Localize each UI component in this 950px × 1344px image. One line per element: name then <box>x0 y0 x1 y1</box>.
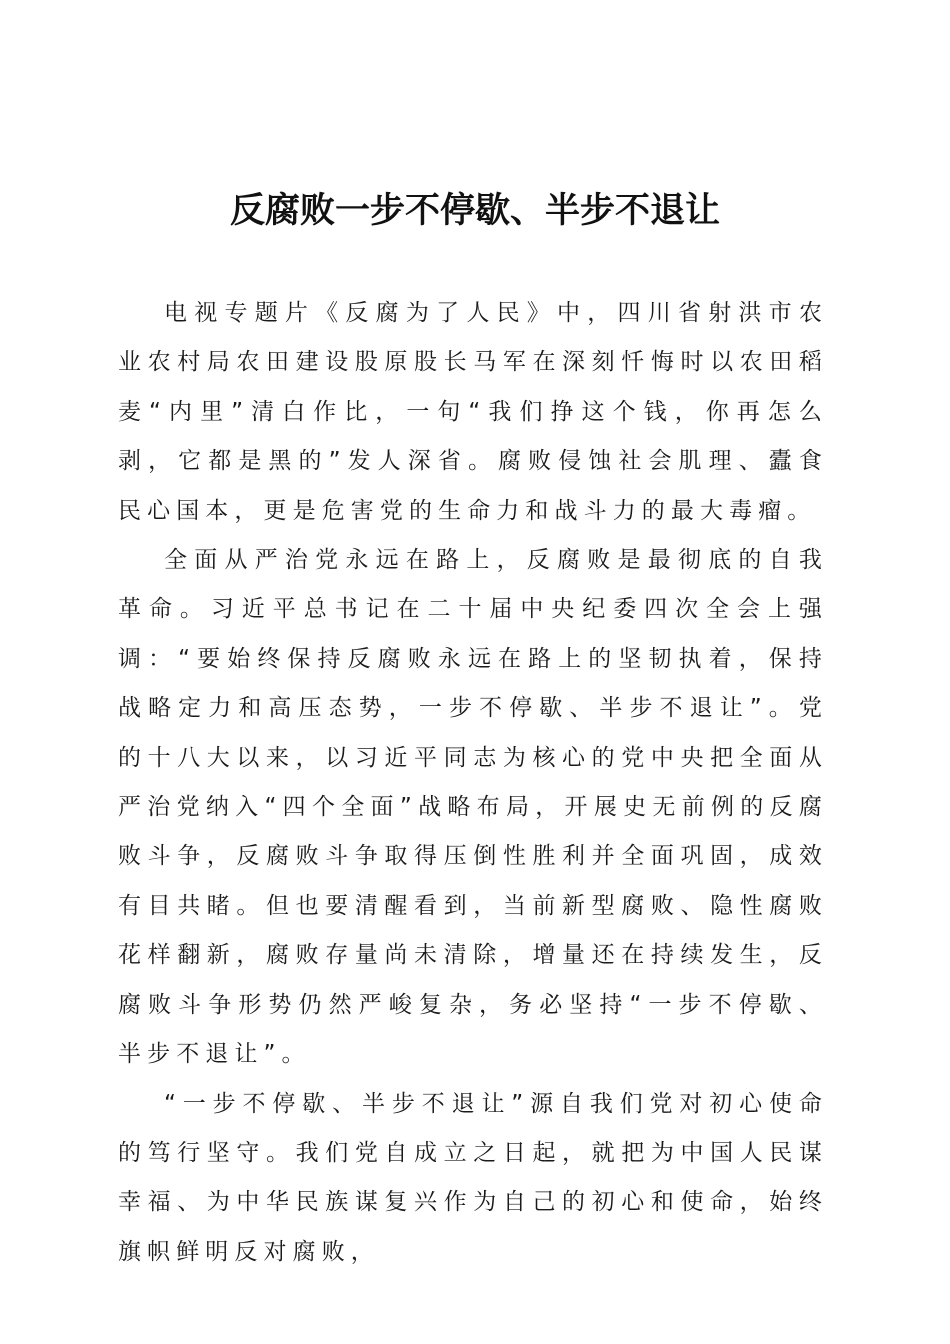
paragraph-2: 全面从严治党永远在路上，反腐败是最彻底的自我革命。习近平总书记在二十届中央纪委四次全会上强调：“要始终保持反腐败永远在路上的坚韧执着，保持战略定力和高压态势，一步不停歇、半步不退让”。党的十八大以来，以习近平同志为核心的党中央把全面从严治党纳入“四个全面”战略布局，开展史无前例的反腐败斗争，反腐败斗争取得压倒性胜利并全面巩固，成效有目共睹。但也要清醒看到，当前新型腐败、隐性腐败花样翻新，腐败存量尚未清除，增量还在持续发生，反腐败斗争形势仍然严峻复杂，务必坚持“一步不停歇、半步不退让”。 <box>118 547 828 1068</box>
paragraph-3: “一步不停歇、半步不退让”源自我们党对初心使命的笃行坚守。我们党自成立之日起，就把为中国人民谋幸福、为中华民族谋复兴作为自己的初心和使命，始终旗帜鲜明反对腐败， <box>118 1090 828 1265</box>
document-title: 反腐败一步不停歇、半步不退让 <box>229 190 720 231</box>
document-body <box>118 289 828 1277</box>
paragraph-1: 电视专题片《反腐为了人民》中，四川省射洪市农业农村局农田建设股原股长马军在深刻忏悔时以农田稻麦“内里”清白作比，一句“我们挣这个钱，你再怎么剥，它都是黑的”发人深省。腐败侵蚀社会肌理、蠹食民心国本，更是危害党的生命力和战斗力的最大毒瘤。 <box>118 300 828 524</box>
